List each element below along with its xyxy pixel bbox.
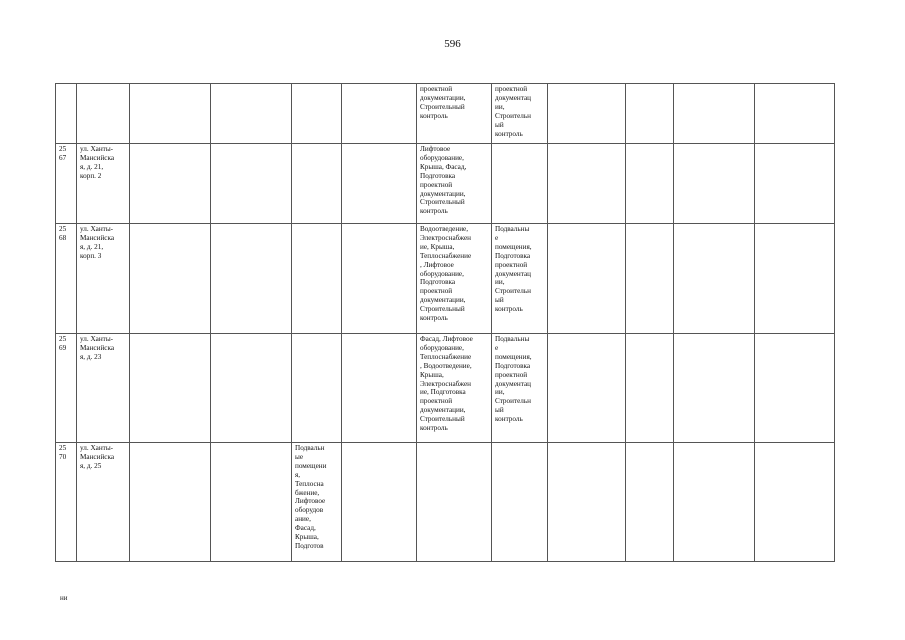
table-cell	[130, 334, 211, 443]
table-cell	[674, 144, 755, 224]
table-cell	[211, 84, 292, 144]
cell-number: 25 67	[56, 144, 77, 224]
cell-address: ул. Ханты- Мансийска я, д. 21, корп. 3	[77, 224, 130, 334]
table-row	[56, 84, 835, 144]
table-cell	[755, 334, 835, 443]
table-cell	[211, 334, 292, 443]
table-cell	[130, 144, 211, 224]
table-cell	[130, 224, 211, 334]
cell-number: 25 68	[56, 224, 77, 334]
cell-address: ул. Ханты- Мансийска я, д. 23	[77, 334, 130, 443]
table-cell	[492, 443, 548, 562]
page-number: 596	[444, 38, 461, 50]
table-row	[56, 334, 835, 443]
table-row	[56, 144, 835, 224]
table-cell: Фасад, Лифтовое оборудование, Теплоснабжение , Водоотведение, Крыша, Электроснабжен ие, Подготовка проектной документации, Строительный контроль	[417, 334, 492, 443]
cell-number	[56, 84, 77, 144]
table-row	[56, 443, 835, 562]
table-cell	[548, 84, 626, 144]
table-cell	[211, 443, 292, 562]
table-cell: Лифтовое оборудование, Крыша, Фасад, Подготовка проектной документации, Строительный контроль	[417, 144, 492, 224]
table-cell: Подвальны е помещения, Подготовка проектной документац ии, Строительн ый контроль	[492, 224, 548, 334]
table-cell	[292, 334, 342, 443]
page-footer: ни	[60, 594, 68, 602]
table-cell	[342, 84, 417, 144]
table-cell: проектной документац ии, Строительн ый контроль	[492, 84, 548, 144]
table-cell	[626, 84, 674, 144]
cell-address	[77, 84, 130, 144]
table-cell	[417, 443, 492, 562]
table-cell	[626, 224, 674, 334]
table-row	[56, 224, 835, 334]
table-cell: Водоотведение, Электроснабжен ие, Крыша, Теплоснабжение , Лифтовое оборудование, Подготовка проектной документации, Строительный контроль	[417, 224, 492, 334]
table-cell	[626, 334, 674, 443]
table-cell: Подвальн ые помещени я, Теплосна бжение, Лифтовое оборудов ание, Фасад, Крыша, Подготов	[292, 443, 342, 562]
table-cell	[342, 334, 417, 443]
table-cell	[674, 334, 755, 443]
table-cell	[548, 334, 626, 443]
table-cell	[211, 224, 292, 334]
cell-number: 25 69	[56, 334, 77, 443]
table-cell	[342, 224, 417, 334]
table-cell	[755, 84, 835, 144]
table-cell: проектной документации, Строительный контроль	[417, 84, 492, 144]
table-cell	[548, 224, 626, 334]
table-cell	[755, 144, 835, 224]
table-cell	[548, 443, 626, 562]
table-cell	[755, 443, 835, 562]
table-cell	[492, 144, 548, 224]
table-cell	[292, 144, 342, 224]
table-cell	[674, 224, 755, 334]
table-cell	[755, 224, 835, 334]
cell-address: ул. Ханты- Мансийска я, д. 21, корп. 2	[77, 144, 130, 224]
table-cell	[292, 84, 342, 144]
table-cell	[548, 144, 626, 224]
table-cell	[130, 443, 211, 562]
table-cell	[292, 224, 342, 334]
table-cell	[211, 144, 292, 224]
table-cell	[674, 84, 755, 144]
works-table	[55, 83, 835, 562]
table-cell: Подвальны е помещения, Подготовка проектной документац ии, Строительн ый контроль	[492, 334, 548, 443]
table-cell	[342, 443, 417, 562]
table-cell	[130, 84, 211, 144]
table-cell	[626, 443, 674, 562]
cell-number: 25 70	[56, 443, 77, 562]
table-cell	[674, 443, 755, 562]
table-cell	[342, 144, 417, 224]
table-cell	[626, 144, 674, 224]
cell-address: ул. Ханты- Мансийска я, д. 25	[77, 443, 130, 562]
